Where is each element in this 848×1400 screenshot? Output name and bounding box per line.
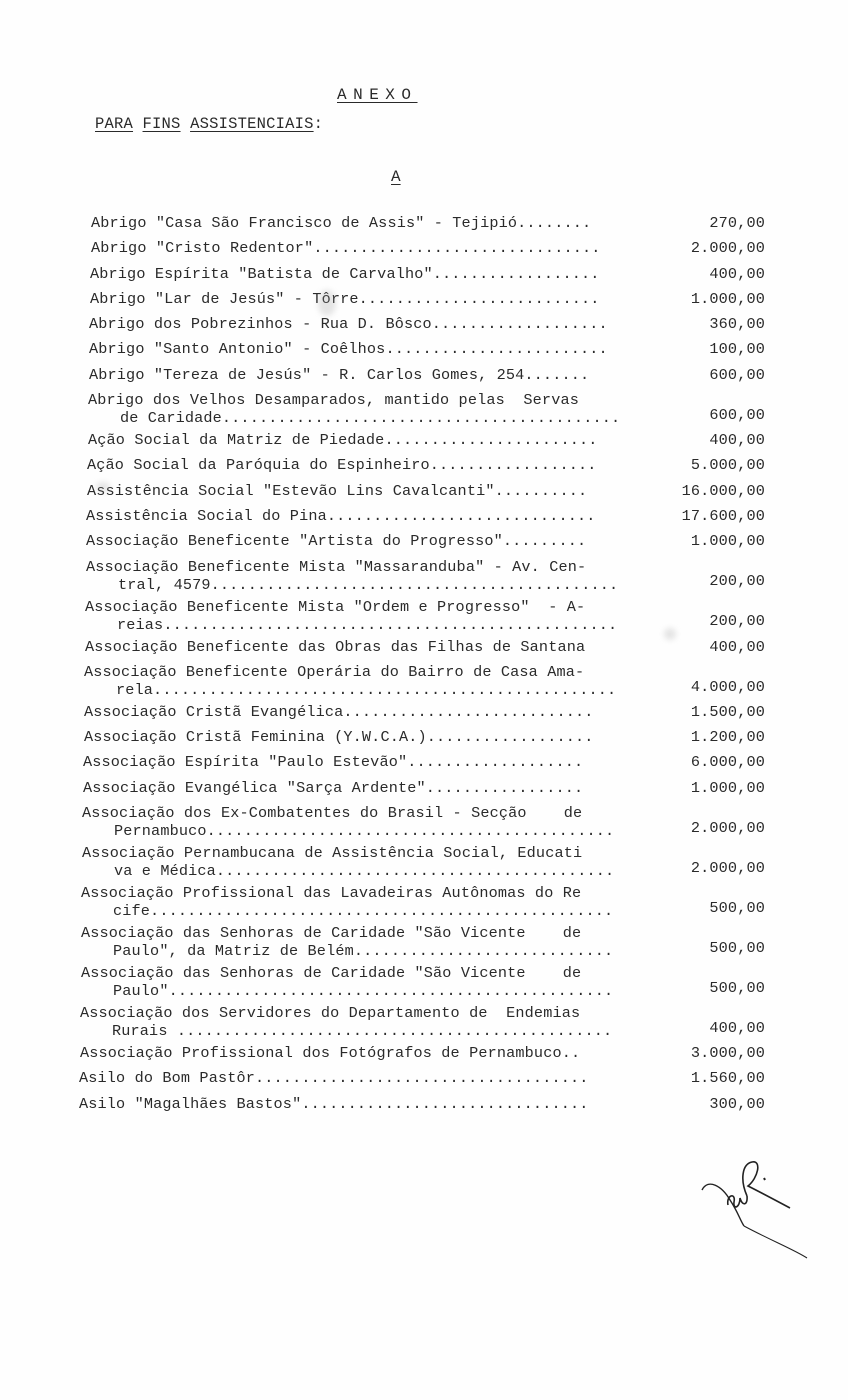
entry-amount: 500,00	[709, 978, 765, 997]
list-item	[0, 337, 848, 362]
entry-amount: 6.000,00	[690, 753, 765, 772]
entry-name: Associação Profissional dos Fotógrafos de Pernambuco..	[80, 1044, 581, 1063]
entry-name: Associação Espírita "Paulo Estevão"...................	[83, 753, 584, 772]
entry-amount: 1.000,00	[690, 778, 765, 797]
list-item	[0, 660, 848, 700]
entry-name: Abrigo "Cristo Redentor"...............................	[91, 239, 601, 258]
entry-name: Assistência Social do Pina.............................	[86, 506, 596, 525]
subtitle-colon: :	[313, 115, 324, 133]
entry-name: Asilo do Bom Pastôr....................................	[79, 1069, 589, 1088]
list-item	[0, 312, 848, 337]
entry-name: Assistência Social "Estevão Lins Cavalcanti"..........	[87, 481, 588, 500]
paper-smudge	[96, 482, 110, 492]
entry-name-continuation: Paulo"................................................	[113, 982, 614, 1001]
entry-amount: 1.500,00	[690, 702, 765, 721]
section-letter: A	[391, 168, 401, 186]
list-item	[0, 479, 848, 504]
entry-name-continuation: Pernambuco............................................	[114, 822, 615, 841]
entry-name: Abrigo "Tereza de Jesús" - R. Carlos Gomes, 254.......	[89, 365, 590, 384]
entry-amount: 5.000,00	[690, 456, 765, 475]
list-item	[0, 453, 848, 478]
list-item	[0, 211, 848, 236]
entry-amount: 300,00	[709, 1094, 765, 1113]
list-item	[0, 961, 848, 1001]
signature	[700, 1150, 820, 1260]
entry-amount: 2.000,00	[690, 239, 765, 258]
entry-name: Associação dos Servidores do Departamento de Endemias	[80, 1004, 581, 1023]
entry-amount: 1.000,00	[690, 289, 765, 308]
subtitle-word: PARA	[95, 115, 134, 133]
entry-list	[0, 211, 848, 1117]
list-item	[0, 1001, 848, 1041]
entry-name: Associação Beneficente Mista "Massaranduba" - Av. Cen-	[86, 557, 587, 576]
list-item	[0, 388, 848, 428]
list-item	[0, 750, 848, 775]
paper-smudge	[318, 290, 336, 316]
subtitle-word: FINS	[142, 115, 181, 133]
entry-name: Associação das Senhoras de Caridade "São Vicente de	[81, 964, 582, 983]
entry-name: Associação Beneficente das Obras das Filhas de Santana	[85, 637, 586, 656]
entry-amount: 1.560,00	[690, 1069, 765, 1088]
entry-name: Abrigo dos Velhos Desamparados, mantido pelas Servas	[88, 391, 579, 410]
entry-name-continuation: Rurais ...............................................	[112, 1022, 613, 1041]
list-item	[0, 529, 848, 554]
entry-amount: 400,00	[709, 264, 765, 283]
entry-name: Associação dos Ex-Combatentes do Brasil - Secção de	[82, 804, 583, 823]
entry-amount: 400,00	[709, 1018, 765, 1037]
entry-amount: 3.000,00	[690, 1044, 765, 1063]
paper-smudge	[664, 628, 676, 640]
list-item	[0, 363, 848, 388]
entry-name: Associação Cristã Feminina (Y.W.C.A.)..................	[84, 728, 594, 747]
entry-name-continuation: Paulo", da Matriz de Belém............................	[113, 942, 614, 961]
list-item	[0, 555, 848, 595]
entry-name-continuation: reias.................................................	[117, 615, 618, 634]
entry-name: Associação Evangélica "Sarça Ardente".................	[83, 778, 584, 797]
list-item	[0, 725, 848, 750]
entry-amount: 400,00	[709, 431, 765, 450]
entry-amount: 16.000,00	[681, 481, 765, 500]
entry-amount: 1.000,00	[690, 532, 765, 551]
document-title: ANEXO	[337, 86, 418, 104]
list-item	[0, 801, 848, 841]
entry-name: Abrigo Espírita "Batista de Carvalho"..................	[90, 264, 600, 283]
entry-name: Abrigo dos Pobrezinhos - Rua D. Bôsco...................	[89, 315, 608, 334]
list-item	[0, 1066, 848, 1091]
list-item	[0, 236, 848, 261]
entry-name: Associação Pernambucana de Assistência Social, Educati	[82, 844, 583, 863]
entry-name: Abrigo "Santo Antonio" - Coêlhos........................	[89, 340, 608, 359]
entry-name: Associação Beneficente "Artista do Progresso".........	[86, 532, 587, 551]
list-item	[0, 287, 848, 312]
entry-name: Associação Beneficente Mista "Ordem e Progresso" - A-	[85, 597, 586, 616]
entry-name: Asilo "Magalhães Bastos"...............................	[79, 1094, 589, 1113]
list-item	[0, 262, 848, 287]
entry-amount: 200,00	[709, 572, 765, 591]
entry-name-continuation: cife..................................................	[113, 902, 614, 921]
entry-amount: 200,00	[709, 612, 765, 631]
entry-amount: 4.000,00	[690, 677, 765, 696]
list-item	[0, 1041, 848, 1066]
entry-name-continuation: va e Médica...........................................	[114, 862, 615, 881]
entry-name: Associação Cristã Evangélica...........................	[84, 702, 594, 721]
entry-amount: 1.200,00	[690, 728, 765, 747]
list-item	[0, 428, 848, 453]
list-item	[0, 776, 848, 801]
entry-amount: 2.000,00	[690, 818, 765, 837]
entry-amount: 2.000,00	[690, 858, 765, 877]
entry-amount: 600,00	[709, 365, 765, 384]
list-item	[0, 1092, 848, 1117]
entry-amount: 100,00	[709, 340, 765, 359]
entry-name: Ação Social da Matriz de Piedade.......................	[88, 431, 598, 450]
entry-amount: 360,00	[709, 315, 765, 334]
entry-amount: 400,00	[709, 637, 765, 656]
list-item	[0, 921, 848, 961]
entry-name-continuation: de Caridade...........................................	[120, 409, 621, 428]
entry-name: Abrigo "Lar de Jesús" - Tôrre..........................	[90, 289, 600, 308]
list-item	[0, 504, 848, 529]
entry-name: Associação Profissional das Lavadeiras Autônomas do Re	[81, 884, 582, 903]
entry-name-continuation: tral, 4579............................................	[118, 575, 619, 594]
list-item	[0, 700, 848, 725]
subtitle-word: ASSISTENCIAIS	[190, 115, 314, 133]
entry-name: Ação Social da Paróquia do Espinheiro..................	[87, 456, 597, 475]
list-item	[0, 635, 848, 660]
entry-amount: 270,00	[709, 214, 765, 232]
entry-amount: 17.600,00	[681, 506, 765, 525]
entry-name: Abrigo "Casa São Francisco de Assis" - Tejipió........	[91, 214, 592, 232]
list-item	[0, 841, 848, 881]
entry-name: Associação das Senhoras de Caridade "São Vicente de	[81, 924, 582, 943]
entry-name: Associação Beneficente Operária do Bairro de Casa Ama-	[84, 662, 585, 681]
list-item	[0, 595, 848, 635]
entry-amount: 500,00	[709, 898, 765, 917]
list-item	[0, 881, 848, 921]
document-subtitle	[95, 115, 323, 133]
entry-name-continuation: rela..................................................	[116, 680, 617, 699]
entry-amount: 600,00	[709, 405, 765, 424]
entry-amount: 500,00	[709, 938, 765, 957]
